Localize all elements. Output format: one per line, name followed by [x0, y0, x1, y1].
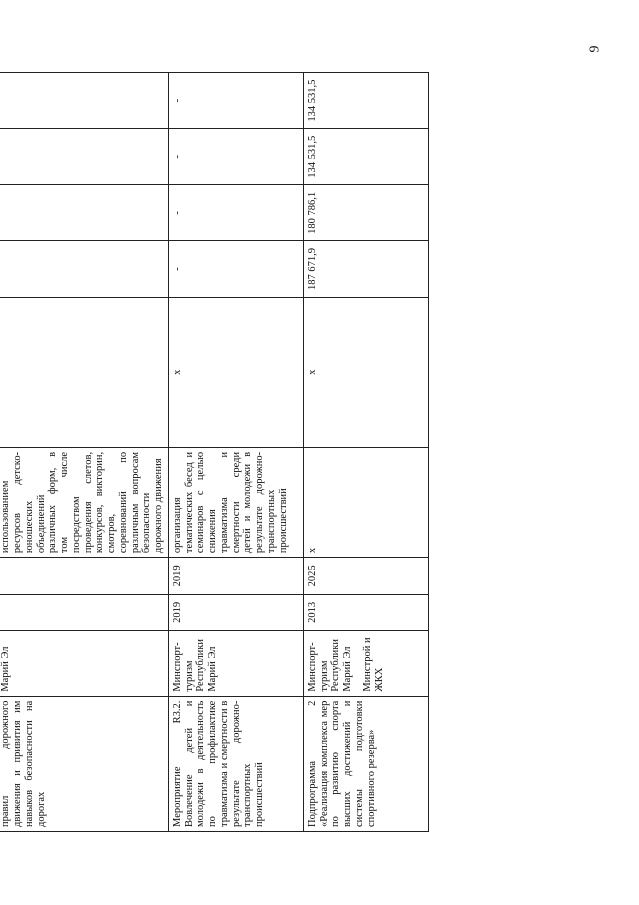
value-col9: - [168, 129, 303, 185]
budget-code-cell [303, 297, 428, 447]
description: использованием ресурсов детско-юношеских объединений различных форм, в том числе посредством проведения слетов, конкурсов, викторин, смотров, соревнований по различным вопросам безопасности дорожного движения [0, 447, 168, 557]
budget-code-mark: х [306, 369, 318, 375]
executor-cell [0, 631, 168, 697]
description: организация тематических бесед и семинаров с целью снижения травматизма и смертности среди детей и молодежи в результате дорожно-транспортных происшествий [168, 447, 303, 557]
value-col7: - [168, 241, 303, 297]
measure-name: Подпрограмма 2 «Реализация комплекса мер по развитию спорта высших достижений и системы подготовки спортивного резерва» [303, 696, 428, 831]
value-col10 [0, 73, 168, 129]
measure-name: Мероприятие R3.2. Вовлечение детей и молодежи в деятельность по профилактике травматизма и смертности в результате дорожно-транспортных происшествий [168, 696, 303, 831]
measure-name: правил дорожного движения и привития им навыков безопасности на дорогах [0, 696, 168, 831]
executor-cell [168, 631, 303, 697]
executor: Марий Эл [0, 646, 12, 692]
page-number: 9 [587, 45, 603, 53]
value-col8: - [168, 185, 303, 241]
table-row [0, 73, 168, 832]
value-col9: 134 531,5 [303, 129, 428, 185]
executor-cell [303, 631, 428, 697]
value-col8: 180 786,1 [303, 185, 428, 241]
value-col10: 134 531,5 [303, 73, 428, 129]
start-year [0, 594, 168, 631]
value-col7: 187 671,9 [303, 241, 428, 297]
budget-code-cell [168, 297, 303, 447]
program-table [0, 72, 429, 832]
table-row [168, 73, 303, 832]
executor: Минспорт-туризм Республики Марий Эл [171, 638, 218, 692]
value-col8 [0, 185, 168, 241]
budget-code-mark: х [171, 369, 183, 375]
start-year: 2013 [303, 594, 428, 631]
end-year [0, 558, 168, 595]
value-col10: - [168, 73, 303, 129]
executor: Минспорт-туризм Республики Марий Эл [306, 638, 353, 692]
value-col9 [0, 129, 168, 185]
executor-extra: Минстрой и ЖКХ [361, 637, 385, 692]
end-year: 2025 [303, 558, 428, 595]
value-col7 [0, 241, 168, 297]
budget-code-cell [0, 297, 168, 447]
end-year: 2019 [168, 558, 303, 595]
start-year: 2019 [168, 594, 303, 631]
description: х [303, 447, 428, 557]
table-row [303, 73, 428, 832]
rotated-table-sheet [0, 72, 436, 832]
